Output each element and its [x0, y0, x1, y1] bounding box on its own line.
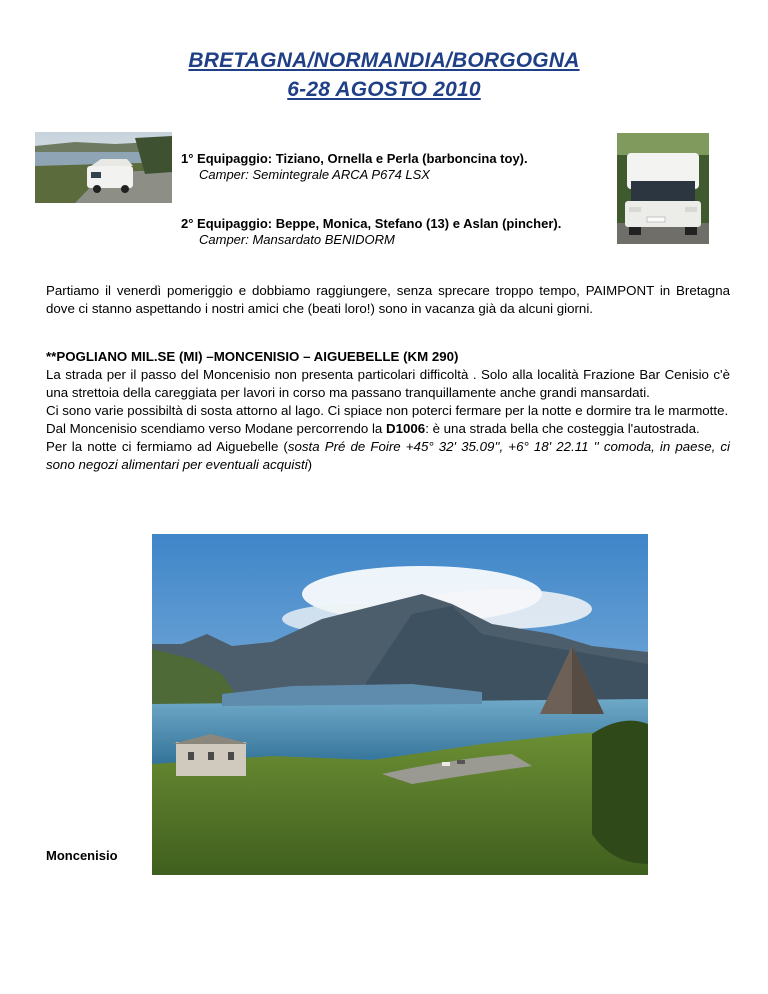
route-p4-text: Per la notte ci fermiamo ad Aiguebelle ( [46, 439, 288, 454]
route-paragraph-3 [46, 420, 730, 438]
crew-1-camper: Camper: Semintegrale ARCA P674 LSX [199, 167, 430, 182]
photo-caption: Moncenisio [46, 848, 118, 863]
page-subtitle-dates: 6-28 AGOSTO 2010 [287, 78, 481, 101]
route-paragraph-1: La strada per il passo del Moncenisio non presenta particolari difficoltà . Solo alla località Frazione Bar Cenisio c'è una strettoia della careggiata per lavori in corso ma passano tranquillamente anche grandi mansardati. [46, 367, 730, 400]
crew-2-name: 2° Equipaggio: Beppe, Monica, Stefano (13) e Aslan (pincher). [181, 216, 562, 231]
route-paragraph-4 [46, 438, 730, 474]
crew-2-camper: Camper: Mansardato BENIDORM [199, 232, 395, 247]
route-p3-text-end: : è una strada bella che costeggia l'autostrada. [425, 421, 700, 436]
page-title: BRETAGNA/NORMANDIA/BORGOGNA [188, 49, 580, 72]
route-heading: **POGLIANO MIL.SE (MI) –MONCENISIO – AIGUEBELLE (KM 290) [46, 349, 459, 364]
route-p3-text: Dal Moncenisio scendiamo verso Modane percorrendo la [46, 421, 386, 436]
crew-2 [181, 216, 561, 248]
route-paragraph-2: Ci sono varie possibiltà di sosta attorno al lago. Ci spiace non poterci fermare per la notte e dormire tra le marmotte. [46, 403, 729, 418]
crew-1 [181, 151, 528, 183]
route-section [46, 348, 730, 474]
camper-front-photo [617, 133, 709, 244]
camper-lake-photo [35, 132, 172, 203]
moncenisio-photo [152, 534, 648, 875]
intro-paragraph: Partiamo il venerdì pomeriggio e dobbiamo raggiungere, senza sprecare troppo tempo, PAIMPONT in Bretagna dove ci stanno aspettando i nostri amici che (beati loro!) sono in vacanza già da alcuni giorni. [46, 283, 730, 316]
parking-info: sosta Pré de Foire +45° 32' 35.09'', +6° 18' 22.11 '' comoda, in paese, ci sono negozi alimentari per eventuali acquisti [46, 439, 730, 472]
crew-1-name: 1° Equipaggio: Tiziano, Ornella e Perla (barboncina toy). [181, 151, 528, 166]
route-p4-text-end: ) [307, 457, 313, 472]
road-name: D1006 [386, 421, 426, 436]
